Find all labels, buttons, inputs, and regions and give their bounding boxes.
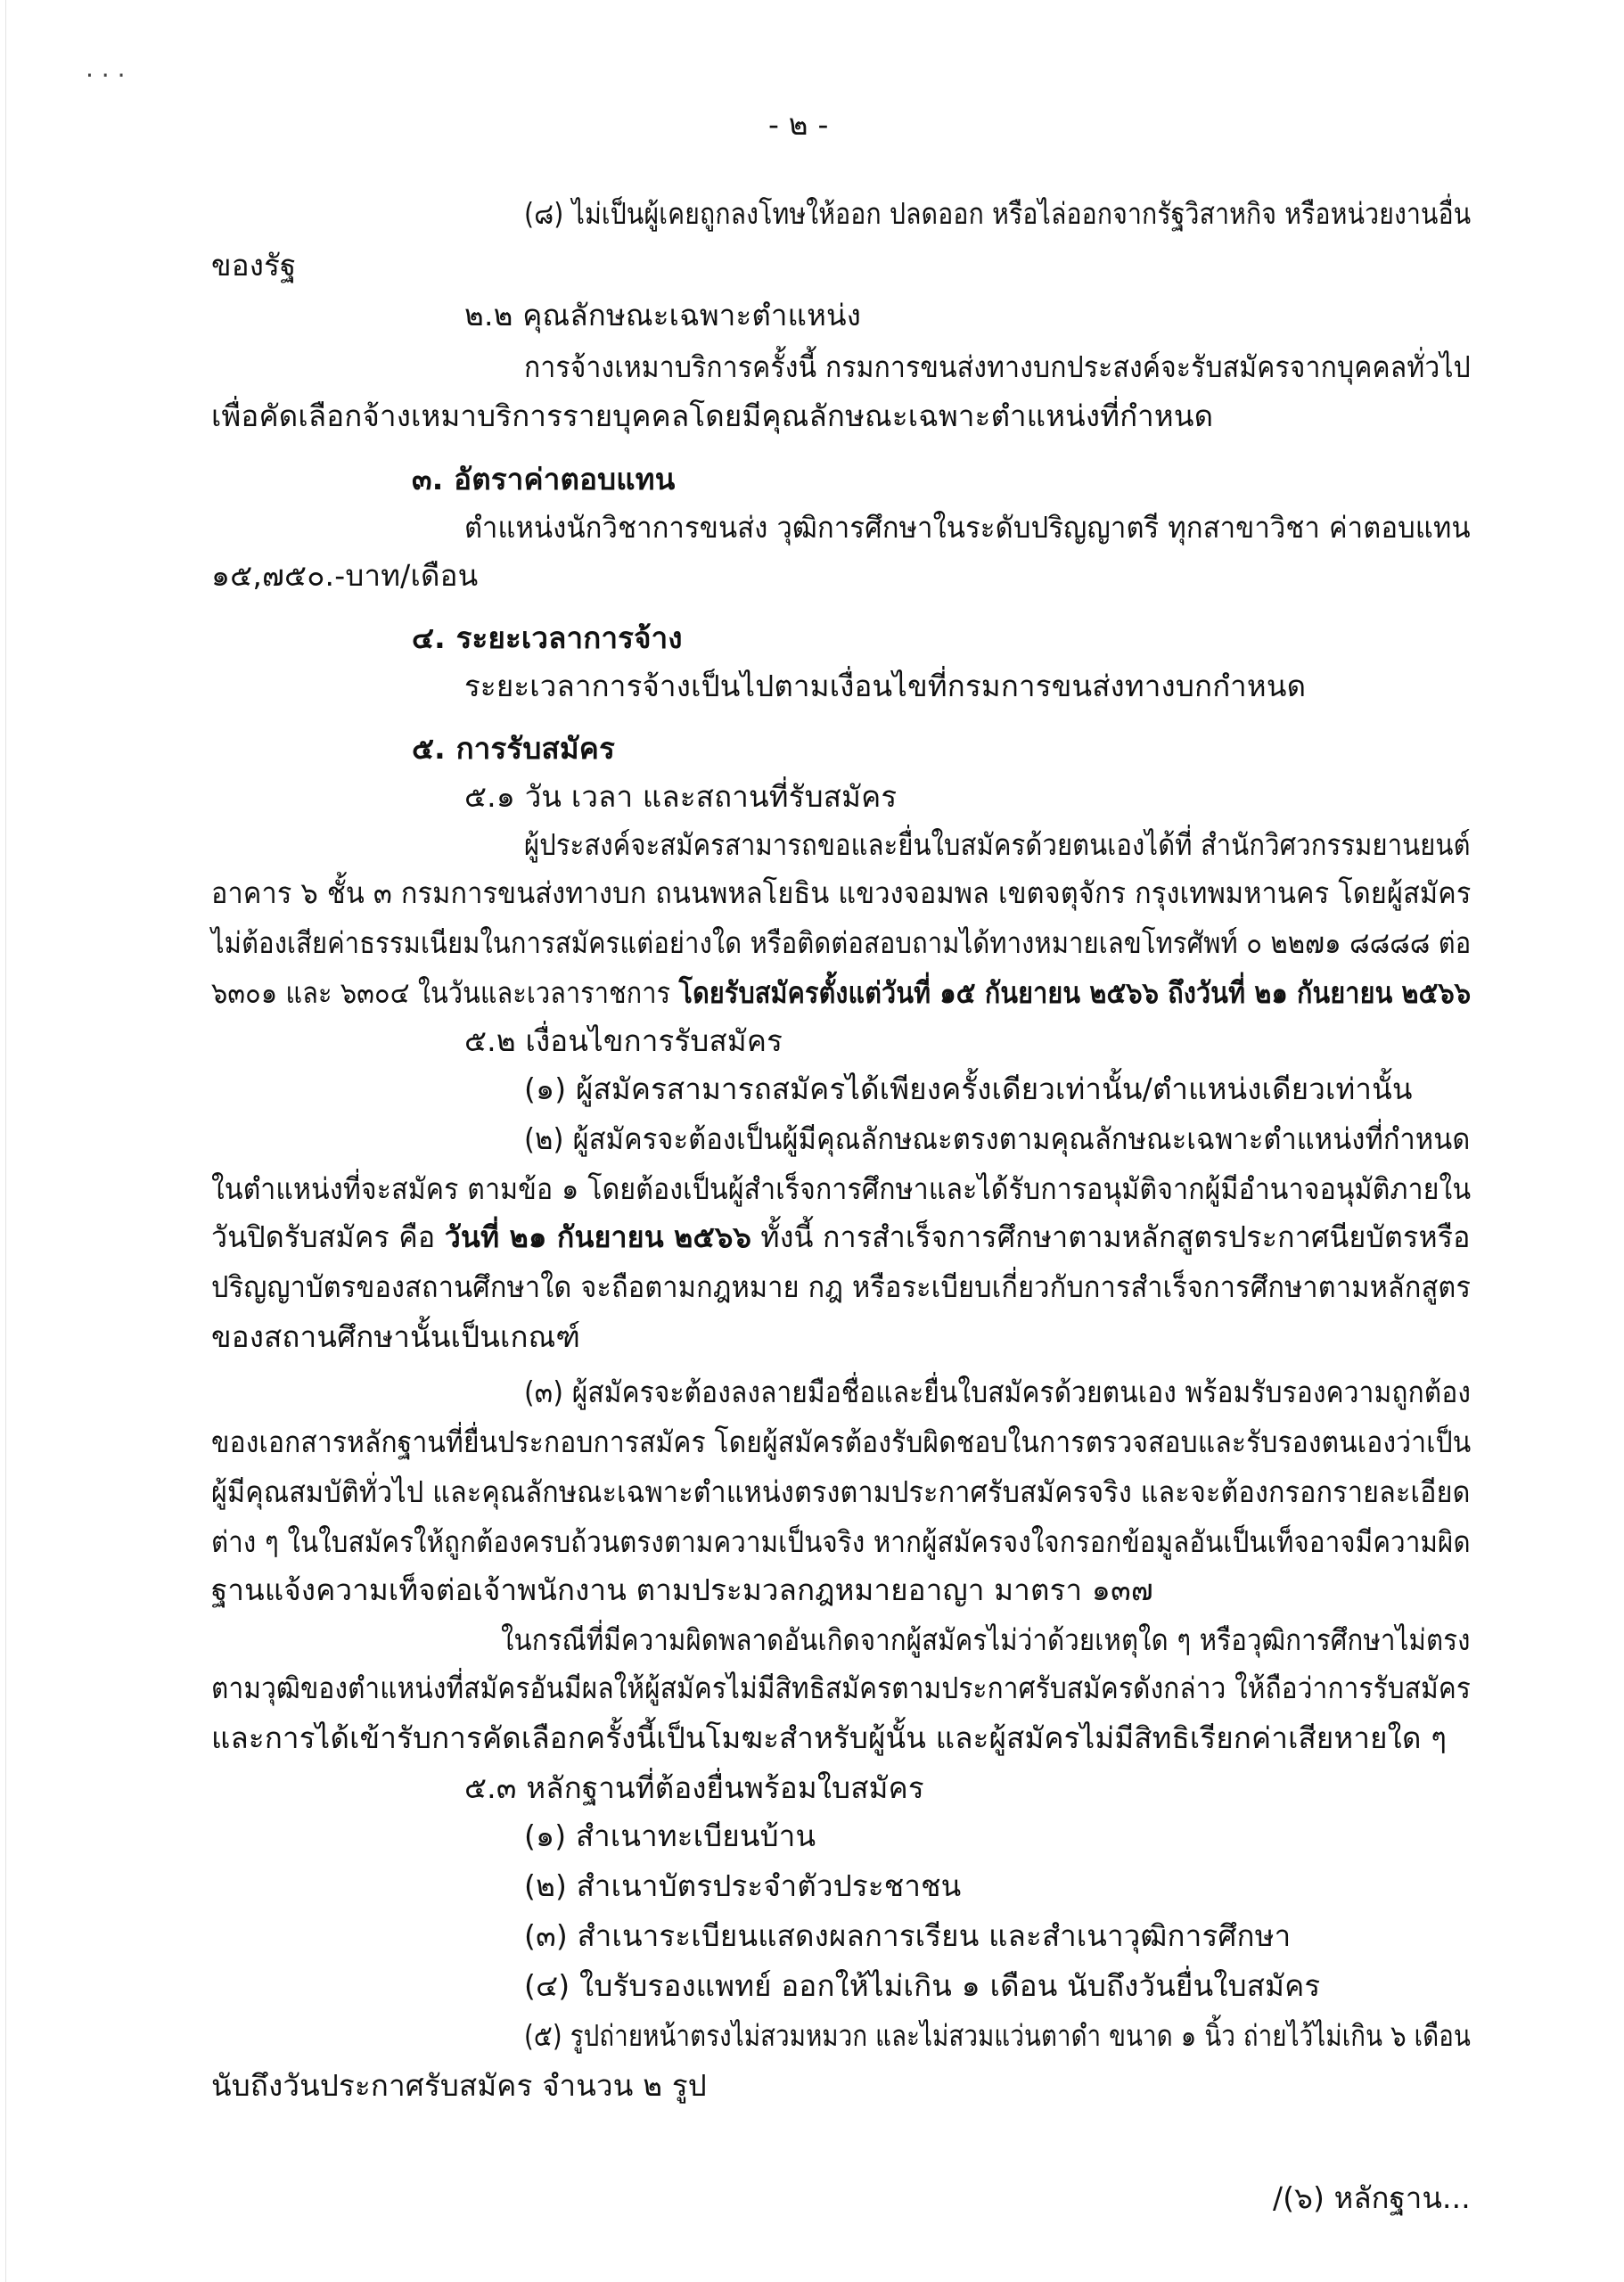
section-2-2-line2: เพื่อคัดเลือกจ้างเหมาบริการรายบุคคลโดยมีคุณลักษณะเฉพาะตำแหน่งที่กำหนด <box>211 398 1214 433</box>
error-clause-line2: ตามวุฒิของตำแหน่งที่สมัครอันมีผลให้ผู้สมัครไม่มีสิทธิสมัครตามประกาศรับสมัครดังกล่าว ให้ถือว่าการรับสมัคร <box>211 1670 1472 1705</box>
condition-3-line4: ต่าง ๆ ในใบสมัครให้ถูกต้องครบถ้วนตรงตามความเป็นจริง หากผู้สมัครจงใจกรอกข้อมูลอันเป็นเท็จอาจมีความผิด <box>211 1524 1471 1559</box>
section-5-1-title: ๕.๑ วัน เวลา และสถานที่รับสมัคร <box>464 779 898 814</box>
application-period: โดยรับสมัครตั้งแต่วันที่ ๑๕ กันยายน ๒๕๖๖ ถึงวันที่ ๒๑ กันยายน ๒๕๖๖ <box>678 975 1472 1010</box>
scan-edge <box>5 0 6 2282</box>
qualification-8-line1: (๘) ไม่เป็นผู้เคยถูกลงโทษให้ออก ปลดออก หรือไล่ออกจากรัฐวิสาหกิจ หรือหน่วยงานอื่น <box>524 196 1472 231</box>
error-clause-line3: และการได้เข้ารับการคัดเลือกครั้งนี้เป็นโมฆะสำหรับผู้นั้น และผู้สมัครไม่มีสิทธิเรียกค่าเสียหายใด ๆ <box>211 1720 1448 1755</box>
section-2-2-line1: การจ้างเหมาบริการครั้งนี้ กรมการขนส่งทางบกประสงค์จะรับสมัครจากบุคคลทั่วไป <box>524 349 1471 384</box>
section-2-2-title: ๒.๒ คุณลักษณะเฉพาะตำแหน่ง <box>464 298 862 332</box>
scan-marks: · · · <box>86 61 126 90</box>
document-item-2: (๒) สำเนาบัตรประจำตัวประชาชน <box>524 1868 962 1903</box>
error-clause-line1: ในกรณีที่มีความผิดพลาดอันเกิดจากผู้สมัครไม่ว่าด้วยเหตุใด ๆ หรือวุฒิการศึกษาไม่ตรง <box>501 1622 1471 1657</box>
section-5-title: ๕. การรับสมัคร <box>412 731 616 766</box>
section-5-1-line4 <box>211 973 1471 1013</box>
condition-1: (๑) ผู้สมัครสามารถสมัครได้เพียงครั้งเดียวเท่านั้น/ตำแหน่งเดียวเท่านั้น <box>524 1071 1413 1106</box>
condition-3-line2: ของเอกสารหลักฐานที่ยื่นประกอบการสมัคร โดยผู้สมัครต้องรับผิดชอบในการตรวจสอบและรับรองตนเองว่าเป็น <box>211 1424 1472 1459</box>
section-4-line1: ระยะเวลาการจ้างเป็นไปตามเงื่อนไขที่กรมการขนส่งทางบกกำหนด <box>464 669 1307 703</box>
condition-2-line3-a: วันปิดรับสมัคร คือ <box>211 1219 445 1254</box>
section-3-line2: ๑๕,๗๕๐.-บาท/เดือน <box>211 558 479 593</box>
condition-2-line3-c: ทั้งนี้ การสำเร็จการศึกษาตามหลักสูตรประกาศนียบัตรหรือ <box>751 1219 1471 1254</box>
condition-3-line3: ผู้มีคุณสมบัติทั่วไป และคุณลักษณะเฉพาะตำแหน่งตรงตามประกาศรับสมัครจริง และจะต้องกรอกรายละเอียด <box>211 1474 1471 1509</box>
document-item-5-line1: (๕) รูปถ่ายหน้าตรงไม่สวมหมวก และไม่สวมแว่นตาดำ ขนาด ๑ นิ้ว ถ่ายไว้ไม่เกิน ๖ เดือน <box>524 2018 1472 2053</box>
qualification-8-line2: ของรัฐ <box>211 248 297 283</box>
section-5-3-title: ๕.๓ หลักฐานที่ต้องยื่นพร้อมใบสมัคร <box>464 1770 924 1805</box>
section-3-line1: ตำแหน่งนักวิชาการขนส่ง วุฒิการศึกษาในระดับปริญญาตรี ทุกสาขาวิชา ค่าตอบแทน <box>464 510 1471 545</box>
closing-date: วันที่ ๒๑ กันยายน ๒๕๖๖ <box>444 1219 752 1254</box>
section-3-title: ๓. อัตราค่าตอบแทน <box>412 462 676 497</box>
condition-2-line3 <box>211 1218 1471 1257</box>
section-4-title: ๔. ระยะเวลาการจ้าง <box>412 620 683 655</box>
condition-3-line5: ฐานแจ้งความเท็จต่อเจ้าพนักงาน ตามประมวลกฎหมายอาญา มาตรา ๑๓๗ <box>211 1572 1153 1607</box>
section-5-2-title: ๕.๒ เงื่อนไขการรับสมัคร <box>464 1023 783 1058</box>
page-number: - ๒ - <box>768 107 829 142</box>
section-5-1-line3: ไม่ต้องเสียค่าธรรมเนียมในการสมัครแต่อย่างใด หรือติดต่อสอบถามได้ทางหมายเลขโทรศัพท์ ๐ ๒๒๗๑ ๘๘๘๘ ต่อ <box>211 925 1472 960</box>
continuation-note: /(๖) หลักฐาน... <box>1273 2180 1471 2215</box>
section-5-1-line4-text: ๖๓๐๑ และ ๖๓๐๔ ในวันและเวลาราชการ <box>211 975 679 1010</box>
condition-3-line1: (๓) ผู้สมัครจะต้องลงลายมือชื่อและยื่นใบสมัครด้วยตนเอง พร้อมรับรองความถูกต้อง <box>524 1375 1472 1409</box>
condition-2-line5: ของสถานศึกษานั้นเป็นเกณฑ์ <box>211 1319 581 1354</box>
condition-2-line1: (๒) ผู้สมัครจะต้องเป็นผู้มีคุณลักษณะตรงตามคุณลักษณะเฉพาะตำแหน่งที่กำหนด <box>524 1121 1471 1156</box>
document-item-1: (๑) สำเนาทะเบียนบ้าน <box>524 1818 816 1853</box>
condition-2-line2: ในตำแหน่งที่จะสมัคร ตามข้อ ๑ โดยต้องเป็นผู้สำเร็จการศึกษาและได้รับการอนุมัติจากผู้มีอำนาจอนุมัติภายใน <box>211 1171 1472 1206</box>
document-item-4: (๔) ใบรับรองแพทย์ ออกให้ไม่เกิน ๑ เดือน นับถึงวันยื่นใบสมัคร <box>524 1968 1321 2003</box>
condition-2-line4: ปริญญาบัตรของสถานศึกษาใด จะถือตามกฎหมาย กฎ หรือระเบียบเกี่ยวกับการสำเร็จการศึกษาตามหลักสูตร <box>211 1269 1472 1304</box>
section-5-1-line1: ผู้ประสงค์จะสมัครสามารถขอและยื่นใบสมัครด้วยตนเองได้ที่ สำนักวิศวกรรมยานยนต์ <box>524 827 1471 862</box>
document-item-5-line2: นับถึงวันประกาศรับสมัคร จำนวน ๒ รูป <box>211 2068 707 2103</box>
document-item-3: (๓) สำเนาระเบียนแสดงผลการเรียน และสำเนาวุฒิการศึกษา <box>524 1918 1292 1953</box>
section-5-1-line2: อาคาร ๖ ชั้น ๓ กรมการขนส่งทางบก ถนนพหลโยธิน แขวงจอมพล เขตจตุจักร กรุงเทพมหานคร โดยผู้สมัคร <box>211 875 1472 910</box>
